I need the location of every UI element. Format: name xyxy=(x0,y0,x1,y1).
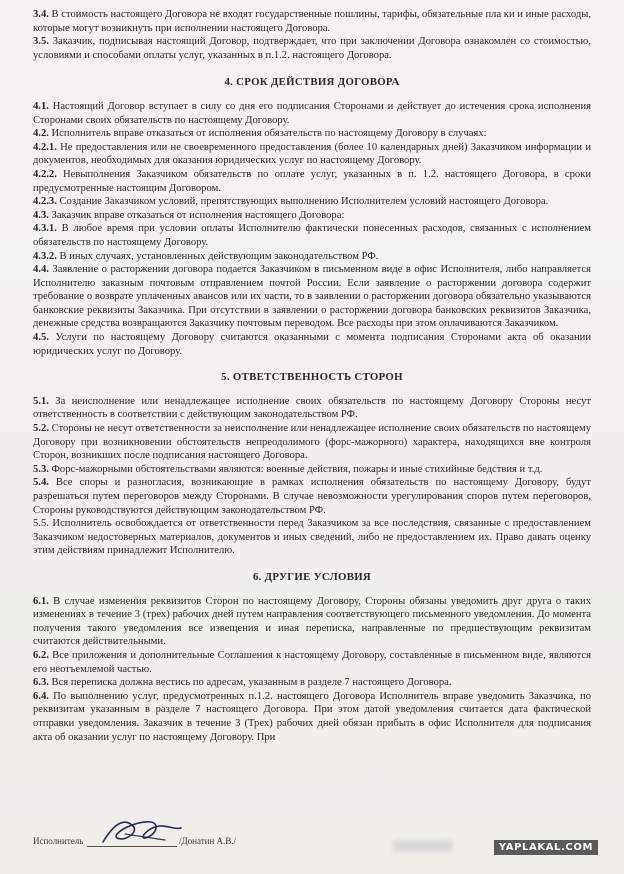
paragraph-5-4 xyxy=(33,476,591,517)
paragraph-6-4 xyxy=(33,690,591,744)
clause-number: 4.3. xyxy=(33,209,49,221)
clause-text: В любое время при условии оплаты Исполнителю фактически понесенных расходов, связанных с исполнением обязательств по настоящему Договору. xyxy=(33,223,591,248)
document-body xyxy=(33,8,591,744)
paragraph-4-1 xyxy=(33,100,591,127)
paragraph-5-5 xyxy=(33,517,591,558)
clause-text: Услуги по настоящему Договору считаются оказанными с момента подписания Сторонами акта об оказании юридических услуг по Договору. xyxy=(33,332,591,357)
clause-number: 3.4. xyxy=(33,9,49,20)
paragraph-5-2 xyxy=(33,422,591,463)
clause-text: Стороны не несут ответственности за неисполнение или ненадлежащее исполнение своих обязательств по настоящему Договору при возникновении обстоятельств непреодолимого (форс-мажорного) характера, находящихся вне контроля Сторон, возникших после подписания настоящего Договора. xyxy=(33,423,591,462)
paragraph-4-3-2 xyxy=(33,250,591,264)
clause-text: Все приложения и дополнительные Соглашения к настоящему Договору, составленные в письменном виде, являются его неотъемлемой частью. xyxy=(33,649,591,675)
clause-text: Заказчик вправе отказаться от исполнения настоящего Договора: xyxy=(48,209,345,221)
clause-number: 5.4. xyxy=(33,477,49,489)
clause-number: 4.2. xyxy=(33,128,49,140)
clause-number: 5.3. xyxy=(33,463,49,475)
clause-text: Создание Заказчиком условий, препятствующих выполнению Исполнителем условий настоящего Договора. xyxy=(56,196,549,208)
clause-number: 6.3. xyxy=(33,677,49,689)
clause-number: 6.4. xyxy=(33,690,49,702)
paragraph-4-4 xyxy=(33,263,591,331)
signature-line xyxy=(87,846,177,847)
redacted-area xyxy=(393,840,453,852)
clause-text: В случае изменения реквизитов Сторон по настоящему Договору, Стороны обязаны уведомить друг друга о таких изменениях в течение 3 (трех) рабочих дней путем направления соответствующего письменного уведомления. До момента получения такого уведомления все извещения и иная переписка, направленные по предшествующим реквизитам считаются действительными. xyxy=(33,595,591,648)
paragraph-6-3 xyxy=(33,676,591,690)
paragraph-4-2-2 xyxy=(33,168,591,195)
section-4-title: 4. СРОК ДЕЙСТВИЯ ДОГОВОРА xyxy=(224,76,400,89)
clause-text: Не предоставления или не своевременного предоставления (более 10 календарных дней) Заказчиком информации и документов, необходимых для оказания юридических услуг по настоящему Договору. xyxy=(33,141,591,167)
clause-number: 4.1. xyxy=(33,100,49,112)
clause-number: 4.3.2. xyxy=(33,250,57,262)
paragraph-5-1 xyxy=(33,395,591,422)
paragraph-4-3 xyxy=(33,209,591,223)
section-5-title: 5. ОТВЕТСТВЕННОСТЬ СТОРОН xyxy=(221,371,403,384)
site-watermark: YAPLAKAL.COM xyxy=(494,840,598,855)
clause-text: Заказчик, подписывая настоящий Договор, подтверждает, что при заключении Договора ознакомлен со стоимостью, условиями и способами оплаты услуг, указанных в п.1.2. настоящего Договора. xyxy=(33,36,591,61)
clause-number: 4.2.1. xyxy=(33,141,57,153)
paragraph-6-2 xyxy=(33,649,591,676)
clause-number: 4.2.3. xyxy=(33,196,57,208)
clause-number: 6.2. xyxy=(33,649,49,661)
clause-number: 5.5. xyxy=(33,518,49,530)
clause-number: 4.3.1. xyxy=(33,223,57,235)
clause-text: Настоящий Договор вступает в силу со дня его подписания Сторонами и действует до истечения срока исполнения Сторонами своих обязательств по настоящему Договору. xyxy=(33,100,591,126)
paragraph-4-5 xyxy=(33,331,591,358)
clause-text: Вся переписка должна вестись по адресам, указанным в разделе 7 настоящего Договора. xyxy=(48,677,452,689)
paragraph-3-4 xyxy=(33,8,591,35)
clause-text: В стоимость настоящего Договора не входят государственные пошлины, тарифы, обязательные пла ки и иные расходы, которые могут возникнуть при исполнении настоящего Договора. xyxy=(33,9,591,34)
clause-text: Исполнитель вправе отказаться от исполнения обязательств по настоящему Договору в случаях: xyxy=(48,128,487,140)
signer-label: Исполнитель xyxy=(33,836,84,846)
clause-number: 4.5. xyxy=(33,332,49,344)
clause-text: Форс-мажорными обстоятельствами являются: военные действия, пожары и иные стихийные бедствия и т.д. xyxy=(48,463,543,475)
paragraph-3-5 xyxy=(33,35,591,62)
paragraph-4-2-3 xyxy=(33,195,591,209)
signer-name: /Донатин А.В./ xyxy=(179,836,237,846)
clause-number: 6.1. xyxy=(33,595,49,607)
paragraph-4-3-1 xyxy=(33,222,591,249)
clause-text: В иных случаях, установленных действующим законодательством РФ. xyxy=(56,250,379,262)
paragraph-4-2-1 xyxy=(33,141,591,168)
paragraph-5-3 xyxy=(33,463,591,477)
clause-text: Заявление о расторжении договора подается Заказчиком в письменном виде в офис Исполнителя, либо направляется Исполнителю заказным почтовым отправлением почтой России. Если заявление о расторжении договора содержит требование о возврате уплаченных авансов или их части, то в заявлении о расторжении договора обязательно указываются банковские реквизиты Заказчика. При отсутствии в заявлении о расторжении договора банковских реквизитов Заказчика, денежные средства возвращаются Заказчику почтовым переводом. Все расходы при этом оплачиваются Заказчиком. xyxy=(33,264,591,330)
paragraph-4-2 xyxy=(33,127,591,141)
clause-text: Исполнитель освобождается от ответственности перед Заказчиком за все последствия, связанные с предоставлением Заказчиком недостоверных материалов, документов и иных сведений, либо не предоставлением их. Право давать оценку этим действиям принадлежит Исполнителю. xyxy=(33,518,591,557)
section-6-title: 6. ДРУГИЕ УСЛОВИЯ xyxy=(252,570,372,583)
clause-number: 5.1. xyxy=(33,395,49,407)
clause-number: 5.2. xyxy=(33,423,49,435)
clause-text: По выполнению услуг, предусмотренных п.1.2. настоящего Договора Исполнитель вправе уведомить Заказчика, по реквизитам указанным в разделе 7 настоящего Договора. При этом датой уведомления считается дата фактической отправки уведомления. Заказчик в течение 3 (Трех) рабочих дней обязан прибыть в офис Исполнителя для подписания акта об оказании услуг по настоящему Договору. При xyxy=(33,690,591,743)
paragraph-6-1 xyxy=(33,595,591,649)
clause-text: Все споры и разногласия, возникающие в рамках исполнения обязательств по настоящему Договору, будут разрешаться путем переговоров между Сторонами. В случае невозможности урегулирования споров путем переговоров, Стороны руководствуются действующим законодательством РФ. xyxy=(33,477,591,516)
clause-number: 4.4. xyxy=(33,264,49,276)
clause-text: За неисполнение или ненадлежащее исполнение своих обязательств по настоящему Договору Стороны несут ответственность в соответствии с действующим законодательством РФ. xyxy=(33,395,591,421)
clause-number: 3.5. xyxy=(33,36,49,48)
clause-text: Невыполнения Заказчиком обязательств по оплате услуг, указанных в п. 1.2. настоящего Договора, в сроки предусмотренные настоящим Договором. xyxy=(33,168,591,194)
clause-number: 4.2.2. xyxy=(33,168,57,180)
